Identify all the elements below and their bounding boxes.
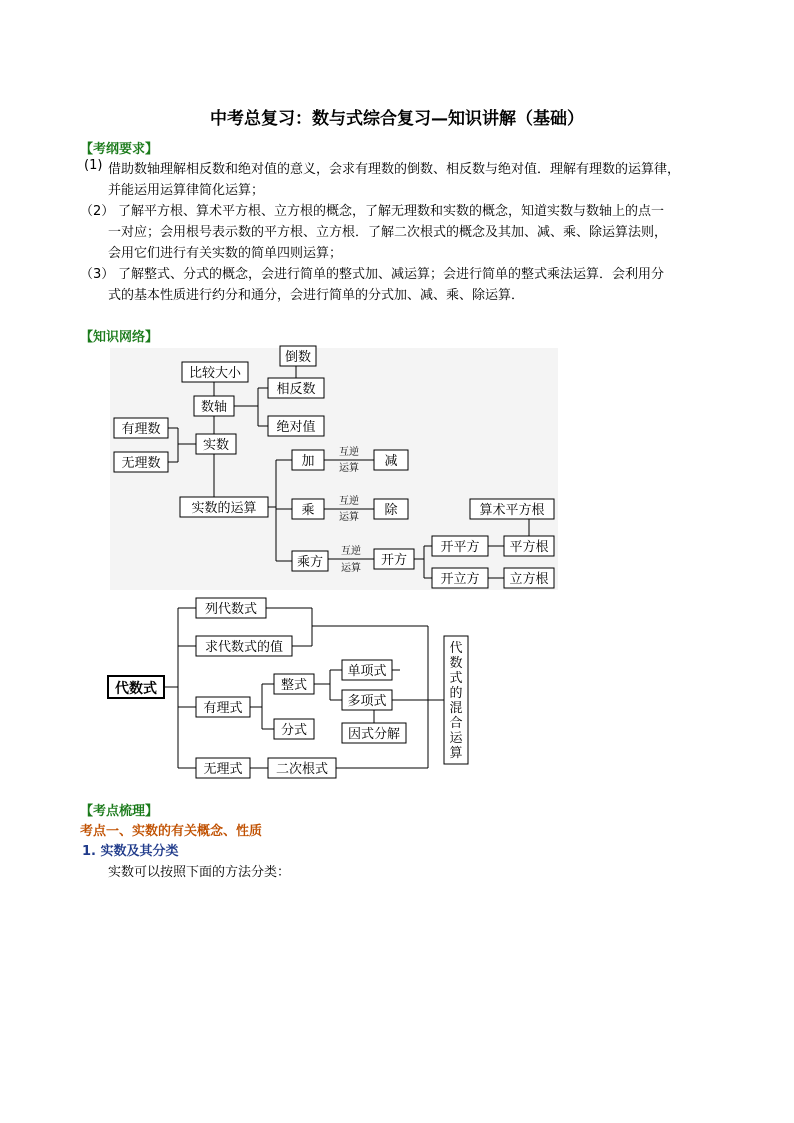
- node-yunsuan: 实数的运算: [191, 501, 257, 516]
- node-bijiao: 比较大小: [188, 366, 242, 381]
- req-1-num: (1): [84, 158, 103, 173]
- node-kailifang: 开立方: [440, 572, 480, 587]
- req-3-line-2: 式的基本性质进行约分和通分，会进行简单的分式加、减、乘、除运算．: [108, 288, 525, 303]
- section-points: 【考点梳理】: [80, 804, 159, 819]
- label-huni-1: 互逆: [339, 447, 359, 458]
- hunhe-char: 数: [449, 656, 463, 671]
- node-pingfanggen: 平方根: [509, 540, 549, 555]
- node-youlishi: 有理式: [203, 701, 243, 716]
- hunhe-char: 的: [449, 686, 463, 701]
- sub-heading-1: 1. 实数及其分类: [82, 844, 179, 859]
- node-ercigen: 二次根式: [275, 762, 329, 777]
- node-jueduizhi: 绝对值: [276, 420, 316, 435]
- req-2-num: （2）: [80, 204, 115, 219]
- label-suan-3: 运算: [341, 563, 361, 574]
- node-wulishi: 无理式: [203, 762, 243, 777]
- node-daishushi: 代数式: [115, 681, 157, 697]
- node-kaipingfang: 开平方: [440, 540, 480, 555]
- node-chu: 除: [384, 503, 398, 518]
- req-3-num: （3）: [80, 267, 115, 282]
- node-shuzhou: 数轴: [200, 400, 228, 415]
- label-suan-2: 运算: [339, 512, 359, 523]
- label-suan-1: 运算: [339, 463, 359, 474]
- req-2-line-3: 会用它们进行有关实数的简单四则运算；: [108, 246, 343, 261]
- label-huni-2: 互逆: [339, 496, 359, 507]
- hunhe-char: 合: [449, 716, 463, 731]
- node-xiangfan: 相反数: [276, 382, 316, 397]
- node-lifanggen: 立方根: [509, 572, 549, 587]
- req-2-line-1: 了解平方根、算术平方根、立方根的概念，了解无理数和实数的概念，知道实数与数轴上的点一: [118, 204, 665, 219]
- section-requirements: 【考纲要求】: [80, 142, 159, 157]
- kaodian-1-heading: 考点一、实数的有关概念、性质: [80, 824, 263, 839]
- node-duoxiang: 多项式: [347, 694, 387, 709]
- node-suanshu: 算术平方根: [479, 503, 545, 518]
- node-wuli: 无理数: [121, 456, 161, 471]
- node-yinshi: 因式分解: [347, 727, 401, 742]
- node-liedai: 列代数式: [204, 602, 258, 617]
- hunhe-char: 混: [449, 701, 463, 716]
- req-1-line-2: 并能运用运算律简化运算；: [108, 183, 265, 198]
- req-1-line-1: 借助数轴理解相反数和绝对值的意义，会求有理数的倒数、相反数与绝对值．理解有理数的运算律，: [108, 162, 681, 177]
- node-jian: 减: [384, 454, 398, 469]
- body-text-1: 实数可以按照下面的方法分类：: [108, 865, 291, 880]
- node-cheng: 乘: [301, 503, 315, 518]
- node-zhengshi: 整式: [280, 678, 308, 693]
- req-2-line-2: 一对应；会用根号表示数的平方根、立方根．了解二次根式的概念及其加、减、乘、除运算法则，: [108, 225, 668, 240]
- hunhe-char: 代: [449, 641, 463, 656]
- node-fenshi: 分式: [280, 723, 308, 738]
- hunhe-char: 算: [449, 746, 463, 761]
- req-3-line-1: 了解整式、分式的概念，会进行简单的整式加、减运算；会进行简单的整式乘法运算．会利用分: [118, 267, 665, 282]
- node-danxiang: 单项式: [347, 664, 387, 679]
- node-jia: 加: [301, 454, 315, 469]
- section-network: 【知识网络】: [80, 330, 159, 345]
- label-huni-3: 互逆: [341, 546, 361, 557]
- node-kaifang: 开方: [380, 553, 408, 568]
- hunhe-char: 式: [449, 671, 463, 686]
- page-title: 中考总复习：数与式综合复习—知识讲解（基础）: [210, 109, 584, 129]
- node-youli: 有理数: [121, 422, 161, 437]
- node-hunhe: [449, 641, 463, 761]
- node-daoshu: 倒数: [284, 350, 312, 365]
- node-shishu: 实数: [202, 438, 230, 453]
- node-qiudai: 求代数式的值: [204, 640, 284, 655]
- hunhe-char: 运: [449, 731, 463, 746]
- node-chengfang: 乘方: [296, 555, 324, 570]
